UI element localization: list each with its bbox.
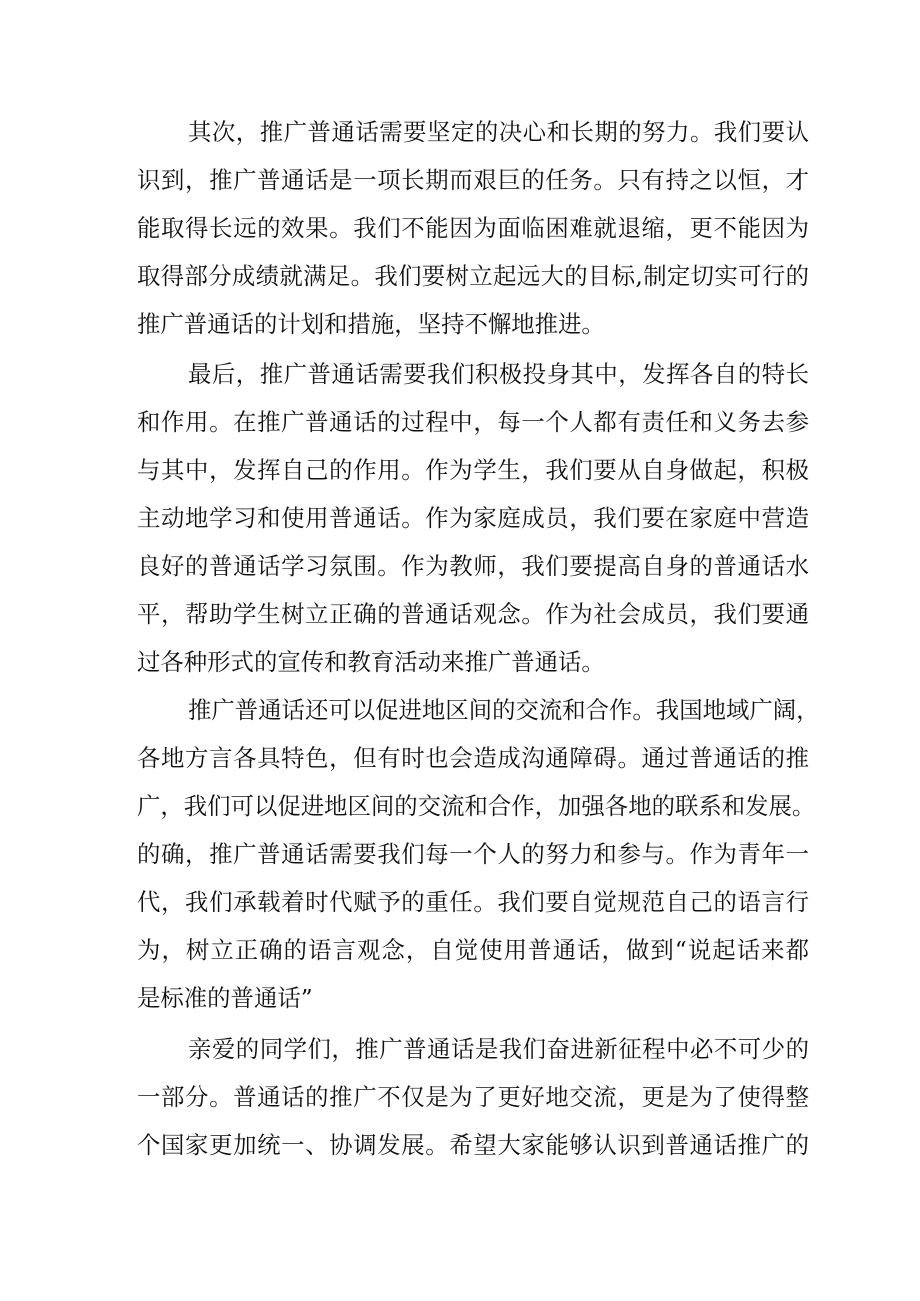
- paragraph-3-line-4: 的确，推广普通话需要我们每一个人的努力和参与。作为青年一: [137, 840, 809, 868]
- paragraph-1-line-5: 推广普通话的计划和措施，坚持不懈地推进。: [137, 310, 605, 338]
- paragraph-3-line-7: 是标准的普通话”: [137, 984, 313, 1012]
- paragraph-2-line-3: 与其中，发挥自己的作用。作为学生，我们要从自身做起，积极: [137, 456, 809, 484]
- paragraph-2-line-5: 良好的普通话学习氛围。作为教师，我们要提高自身的普通话水: [137, 552, 809, 580]
- paragraph-2-line-2: 和作用。在推广普通话的过程中，每一个人都有责任和义务去参: [137, 408, 809, 436]
- paragraph-1-line-4: 取得部分成绩就满足。我们要树立起远大的目标,制定切实可行的: [137, 262, 809, 290]
- paragraph-2-line-6: 平，帮助学生树立正确的普通话观念。作为社会成员，我们要通: [137, 600, 809, 628]
- paragraph-2-line-1: 最后，推广普通话需要我们积极投身其中，发挥各自的特长: [188, 360, 809, 388]
- paragraph-4-line-2: 一部分。普通话的推广不仅是为了更好地交流，更是为了使得整: [137, 1083, 809, 1111]
- paragraph-1-line-2: 识到，推广普通话是一项长期而艰巨的任务。只有持之以恒，才: [137, 166, 809, 194]
- paragraph-3-line-2: 各地方言各具特色，但有时也会造成沟通障碍。通过普通话的推: [137, 744, 809, 772]
- paragraph-1-line-3: 能取得长远的效果。我们不能因为面临困难就退缩，更不能因为: [137, 214, 809, 242]
- paragraph-3-line-6: 为，树立正确的语言观念，自觉使用普通话，做到“说起话来都: [137, 936, 809, 964]
- paragraph-1-line-1: 其次，推广普通话需要坚定的决心和长期的努力。我们要认: [188, 118, 809, 146]
- paragraph-3-line-1: 推广普通话还可以促进地区间的交流和合作。我国地域广阔，: [188, 696, 820, 724]
- paragraph-4-line-1: 亲爱的同学们，推广普通话是我们奋进新征程中必不可少的: [188, 1035, 809, 1063]
- paragraph-3-line-5: 代，我们承载着时代赋予的重任。我们要自觉规范自己的语言行: [137, 888, 809, 916]
- paragraph-3-line-3: 广，我们可以促进地区间的交流和合作，加强各地的联系和发展。: [137, 792, 816, 820]
- paragraph-2-line-7: 过各种形式的宣传和教育活动来推广普通话。: [137, 648, 605, 676]
- paragraph-4-line-3: 个国家更加统一、协调发展。希望大家能够认识到普通话推广的: [137, 1131, 809, 1159]
- paragraph-2-line-4: 主动地学习和使用普通话。作为家庭成员，我们要在家庭中营造: [137, 504, 809, 532]
